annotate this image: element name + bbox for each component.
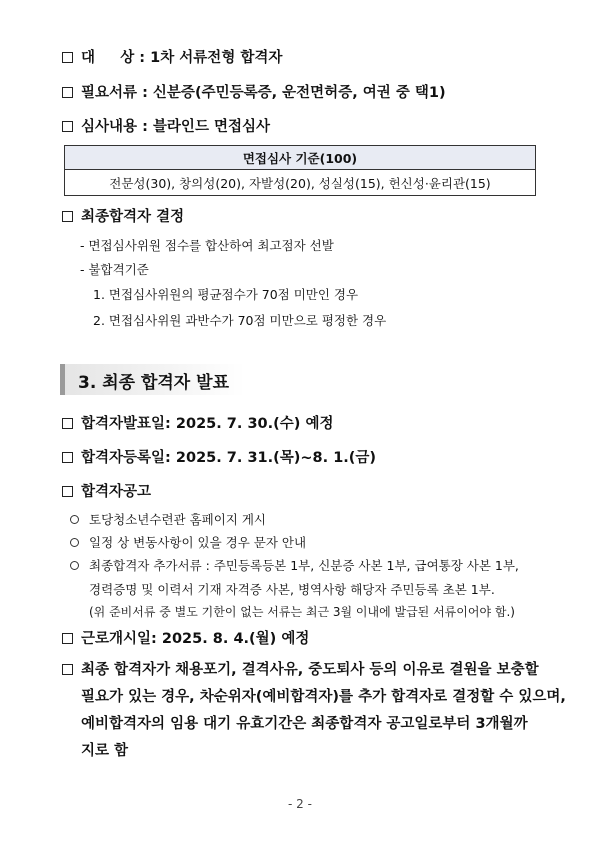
notice-item-1	[70, 510, 266, 528]
announce-notice	[62, 480, 151, 501]
item-docs-text: 필요서류 : 신분증(주민등록증, 운전면허증, 여권 중 택1)	[81, 85, 446, 101]
criteria-table-header: 면접심사 기준(100)	[65, 146, 536, 170]
item-target-text: 대 상 : 1차 서류전형 합격자	[81, 50, 283, 66]
announce-start	[62, 627, 309, 648]
notice-item-2-text: 일정 상 변동사항이 있을 경우 문자 안내	[89, 535, 307, 550]
final-title-text: 최종합격자 결정	[81, 209, 185, 225]
final-num-2: 2. 면접심사위원 과반수가 70점 미만으로 평정한 경우	[93, 313, 387, 328]
announce-start-text: 근로개시일: 2025. 8. 4.(월) 예정	[81, 631, 310, 647]
announce-register	[62, 446, 376, 467]
notice-item-1-text: 토당청소년수련관 홈페이지 게시	[89, 512, 266, 527]
item-review-text: 심사내용 : 블라인드 면접심사	[81, 119, 271, 135]
final-title	[62, 205, 184, 226]
checkbox-icon	[62, 211, 73, 222]
notice-item-3-line-2: 경력증명 및 이력서 기재 자격증 사본, 병역사항 해당자 주민등록 초본 1부.	[89, 582, 495, 597]
item-target	[62, 46, 282, 67]
reserve-line-1	[62, 658, 539, 679]
checkbox-icon	[62, 486, 73, 497]
item-docs	[62, 81, 446, 102]
final-dash-1: - 면접심사위원 점수를 합산하여 최고점자 선발	[80, 238, 334, 253]
section-title: 3. 최종 합격자 발표	[78, 373, 229, 393]
notice-item-3-line-3: (위 준비서류 중 별도 기한이 없는 서류는 최근 3월 이내에 발급된 서류이어야 함.)	[89, 605, 515, 619]
criteria-table-body: 전문성(30), 창의성(20), 자발성(20), 성실성(15), 헌신성·윤리관(15)	[65, 170, 536, 196]
page-number: - 2 -	[288, 797, 312, 811]
circle-bullet-icon	[70, 515, 79, 524]
circle-bullet-icon	[70, 561, 79, 570]
checkbox-icon	[62, 664, 73, 675]
notice-item-3	[70, 556, 519, 574]
announce-date-text: 합격자발표일: 2025. 7. 30.(수) 예정	[81, 416, 334, 432]
reserve-line-3: 예비합격자의 임용 대기 유효기간은 최종합격자 공고일로부터 3개월까	[81, 716, 528, 732]
notice-item-2	[70, 533, 306, 551]
circle-bullet-icon	[70, 538, 79, 547]
announce-notice-text: 합격자공고	[81, 484, 152, 500]
announce-date	[62, 412, 333, 433]
reserve-line-1-text: 최종 합격자가 채용포기, 결격사유, 중도퇴사 등의 이유로 결원을 보충할	[81, 662, 539, 678]
reserve-line-4: 지로 함	[81, 743, 129, 759]
checkbox-icon	[62, 121, 73, 132]
checkbox-icon	[62, 452, 73, 463]
checkbox-icon	[62, 633, 73, 644]
final-dash-2: - 불합격기준	[80, 262, 149, 277]
criteria-table	[64, 145, 536, 196]
final-num-1: 1. 면접심사위원의 평균점수가 70점 미만인 경우	[93, 287, 359, 302]
reserve-line-2: 필요가 있는 경우, 차순위자(예비합격자)를 추가 합격자로 결정할 수 있으며,	[81, 689, 566, 705]
announce-register-text: 합격자등록일: 2025. 7. 31.(목)~8. 1.(금)	[81, 450, 377, 466]
checkbox-icon	[62, 87, 73, 98]
item-review	[62, 115, 270, 136]
notice-item-3-text: 최종합격자 추가서류 : 주민등록등본 1부, 신분증 사본 1부, 급여통장 사본 1부,	[89, 558, 519, 573]
checkbox-icon	[62, 52, 73, 63]
checkbox-icon	[62, 418, 73, 429]
section-heading-bar	[60, 364, 65, 395]
